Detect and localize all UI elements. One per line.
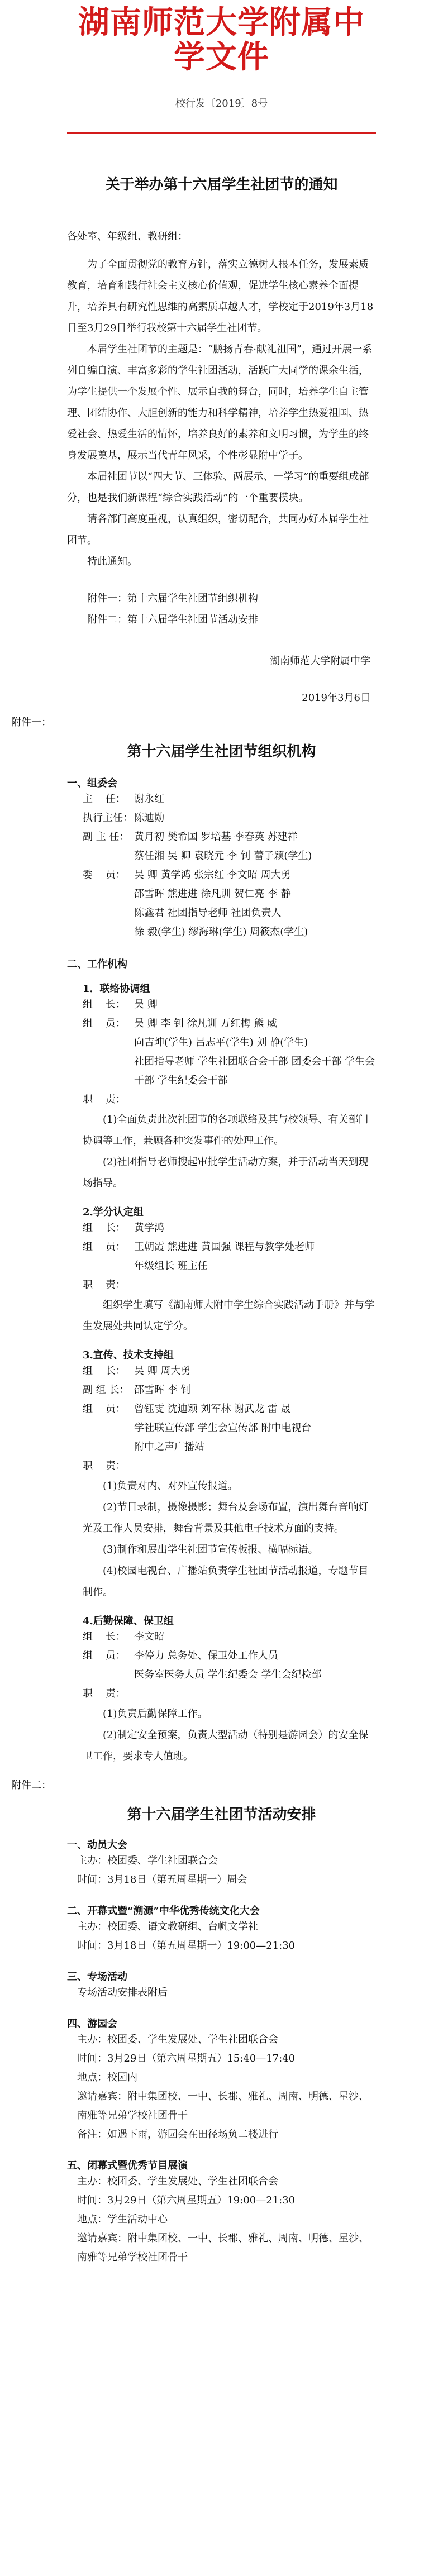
row-label: 组 员： bbox=[83, 1650, 126, 1662]
row-label bbox=[83, 1666, 134, 1685]
schedule-item-line: 专场活动安排表附后 bbox=[77, 1987, 168, 1999]
row-value: 年级组长 班主任 bbox=[134, 1260, 208, 1272]
schedule-item-line: 邀请嘉宾：附中集团校、一中、长郡、雅礼、周南、明德、星沙、南雅等兄弟学校社团骨干 bbox=[77, 2232, 369, 2264]
row-label bbox=[83, 1438, 134, 1457]
row-label: 组 员： bbox=[83, 1018, 126, 1030]
committee-row bbox=[83, 923, 376, 942]
schedule-item bbox=[67, 1903, 376, 1955]
row-label: 副 主 任： bbox=[83, 831, 130, 843]
group-row bbox=[83, 1419, 376, 1438]
signing-date: 2019年3月6日 bbox=[302, 692, 370, 704]
notice-paragraph: 特此通知。 bbox=[87, 556, 137, 568]
row-label: 副 组 长： bbox=[83, 1384, 130, 1396]
schedule-item-line: 邀请嘉宾：附中集团校、一中、长郡、雅礼、周南、明德、星沙、南雅等兄弟学校社团骨干 bbox=[77, 2091, 369, 2122]
annex-reference: 附件一：第十六届学生社团节组织机构 bbox=[87, 593, 258, 605]
duty-label-row bbox=[83, 1685, 376, 1704]
group-row bbox=[83, 1219, 376, 1238]
schedule-item-line: 主办：校团委、语文教研组、台帆文学社 bbox=[77, 1921, 258, 1933]
schedule-item-line: 主办：校团委、学生发展处、学生社团联合会 bbox=[77, 2034, 278, 2046]
committee-row bbox=[83, 828, 376, 847]
row-label: 执行主任： bbox=[83, 812, 133, 824]
schedule-item bbox=[67, 1969, 376, 2002]
row-label: 组 长： bbox=[83, 1365, 126, 1377]
schedule-item bbox=[67, 2016, 376, 2144]
duty-label: 职 责： bbox=[83, 1094, 126, 1106]
schedule-item-line: 地点：学生活动中心 bbox=[77, 2214, 168, 2226]
committee-row bbox=[83, 866, 376, 885]
schedule-title: 第十六届学生社团节活动安排 bbox=[127, 1806, 316, 1824]
notice-paragraph: 本届社团节以“四大节、三体验、两展示、一学习”的重要组成部分，也是我们新课程“综合实践活动”的一个重要模块。 bbox=[67, 471, 369, 504]
group-row bbox=[83, 1033, 376, 1052]
row-label: 组 员： bbox=[83, 1241, 126, 1253]
duty-label: 职 责： bbox=[83, 1688, 126, 1700]
row-value: 徐 毅(学生) 缪海琳(学生) 周筱杰(学生) bbox=[134, 926, 308, 938]
row-label bbox=[83, 1052, 134, 1090]
row-label bbox=[83, 1257, 134, 1276]
notice-paragraph: 为了全面贯彻党的教育方针，落实立德树人根本任务，发展素质教育，培育和践行社会主义核心价值观，促进学生核心素养全面提升，培养具有研究性思维的高素质卓越人才，学校定于2019年3月18日至3月29日举行我校第十六届学生社团节。 bbox=[67, 259, 374, 335]
duty-label: 职 责： bbox=[83, 1279, 126, 1291]
row-value: 社团指导老师 学生社团联合会干部 团委会干部 学生会干部 学生纪委会干部 bbox=[134, 1056, 375, 1087]
row-value: 李文昭 bbox=[134, 1631, 164, 1643]
row-value: 曾钰雯 沈迪颖 刘军林 谢武龙 雷 晟 bbox=[134, 1403, 291, 1415]
row-label: 委 员： bbox=[83, 869, 126, 881]
schedule-item-line: 时间：3月18日（第五周星期一）19:00—21:30 bbox=[77, 1940, 296, 1952]
committee-row bbox=[83, 904, 376, 923]
document-page bbox=[0, 6, 443, 2576]
schedule-item-line: 时间：3月29日（第六周星期五）19:00—21:30 bbox=[77, 2195, 296, 2207]
notice-paragraph: 本届学生社团节的主题是：“鹏扬青春·献礼祖国”，通过开展一系列自编自演、丰富多彩的学生社团活动，活跃广大同学的课余生活，为学生提供一个发展个性、展示自我的舞台，同时，培养学生自主管理、团结协作、大胆创新的能力和科学精神，培养学生热爱祖国、热爱社会、热爱生活的情怀，培养良好的素养和文明习惯，为学生的终身发展奠基，展示当代青年风采，个性彰显附中学子。 bbox=[67, 344, 373, 462]
group-row bbox=[83, 1438, 376, 1457]
duty-label: 职 责： bbox=[83, 1460, 126, 1472]
duty-label-row bbox=[83, 1090, 376, 1109]
row-label: 组 长： bbox=[83, 999, 126, 1011]
committee-row bbox=[83, 809, 376, 828]
org-title: 第十六届学生社团节组织机构 bbox=[127, 743, 316, 761]
duty-text: (1)负责对内、对外宣传报道。 bbox=[103, 1480, 238, 1492]
row-label bbox=[83, 1419, 134, 1438]
schedule-item-line: 时间：3月18日（第五周星期一）周会 bbox=[77, 1874, 247, 1886]
group-row bbox=[83, 1666, 376, 1685]
group-heading: 2.学分认定组 bbox=[83, 1206, 144, 1219]
row-value: 黄月初 樊希国 罗培基 李春英 苏建祥 bbox=[134, 831, 298, 843]
schedule-item bbox=[67, 1837, 376, 1890]
row-label bbox=[83, 904, 134, 923]
row-value: 谢永红 bbox=[134, 793, 164, 805]
addressee: 各处室、年级组、教研组： bbox=[67, 231, 188, 243]
schedule-item-line: 主办：校团委、学生发展处、学生社团联合会 bbox=[77, 2176, 278, 2188]
annex2-label: 附件二： bbox=[11, 1780, 51, 1792]
signer: 湖南师范大学附属中学 bbox=[270, 655, 370, 667]
group-row bbox=[83, 1400, 376, 1419]
row-value: 学社联宣传部 学生会宣传部 附中电视台 bbox=[134, 1422, 312, 1434]
row-value: 吴 卿 bbox=[134, 999, 158, 1011]
row-value: 邵雪晖 李 钊 bbox=[134, 1384, 191, 1396]
duty-text: (2)社团指导老师搜起审批学生活动方案，并于活动当天到现场指导。 bbox=[83, 1156, 369, 1190]
group-row bbox=[83, 1381, 376, 1400]
org-section-heading: 二、工作机构 bbox=[67, 958, 127, 971]
row-value: 陈鑫君 社团指导老师 社团负责人 bbox=[134, 907, 282, 919]
schedule-item-line: 地点：校园内 bbox=[77, 2072, 137, 2084]
row-label: 主 任： bbox=[83, 793, 126, 805]
schedule-item-heading: 四、游园会 bbox=[67, 2018, 117, 2030]
schedule-item-line: 主办：校团委、学生社团联合会 bbox=[77, 1855, 218, 1867]
row-label: 组 长： bbox=[83, 1222, 126, 1234]
row-value: 附中之声广播站 bbox=[134, 1441, 204, 1453]
row-value: 吴 卿 李 钊 徐凡训 万红梅 熊 威 bbox=[134, 1018, 278, 1030]
row-value: 李停力 总务处、保卫处工作人员 bbox=[134, 1650, 278, 1662]
row-label bbox=[83, 923, 134, 942]
schedule-item-line: 时间：3月29日（第六周星期五）15:40—17:40 bbox=[77, 2053, 296, 2065]
row-value: 吴 卿 黄学鸿 张宗红 李文昭 周大勇 bbox=[134, 869, 291, 881]
row-label bbox=[83, 1033, 134, 1052]
group-row bbox=[83, 995, 376, 1014]
group-row bbox=[83, 1362, 376, 1381]
row-value: 医务室医务人员 学生纪委会 学生会纪检部 bbox=[134, 1669, 322, 1681]
duty-label-row bbox=[83, 1276, 376, 1295]
committee-row bbox=[83, 847, 376, 866]
committee-row bbox=[83, 885, 376, 904]
duty-text: (1)负责后勤保障工作。 bbox=[103, 1708, 208, 1720]
schedule-item-heading: 一、动员大会 bbox=[67, 1839, 127, 1852]
notice-paragraph: 请各部门高度重视，认真组织，密切配合，共同办好本届学生社团节。 bbox=[67, 513, 369, 547]
row-label: 组 员： bbox=[83, 1403, 126, 1415]
duty-text: (4)校园电视台、广播站负责学生社团节活动报道，专题节目制作。 bbox=[83, 1565, 369, 1599]
row-label bbox=[83, 885, 134, 904]
group-row bbox=[83, 1257, 376, 1276]
duty-label-row bbox=[83, 1457, 376, 1476]
group-heading: 4.后勤保障、保卫组 bbox=[83, 1615, 174, 1628]
row-label bbox=[83, 847, 134, 866]
schedule-item-heading: 五、闭幕式暨优秀节目展演 bbox=[67, 2160, 188, 2172]
duty-text: (1)全面负责此次社团节的各项联络及其与校领导、有关部门协调等工作，兼顾各种突发事件的处理工作。 bbox=[83, 1114, 369, 1147]
row-value: 蔡任湘 吴 卿 袁晓元 李 钊 蕾子颖(学生) bbox=[134, 850, 312, 862]
duty-text: (3)制作和展出学生社团节宣传板报、横幅标语。 bbox=[103, 1544, 318, 1556]
duty-text: 组织学生填写《湖南师大附中学生综合实践活动手册》并与学生发展处共同认定学分。 bbox=[83, 1299, 374, 1333]
duty-text: (2)制定安全预案，负责大型活动（特别是游园会）的安全保卫工作，要求专人值班。 bbox=[83, 1729, 369, 1763]
duty-text: (2)节目录制，摄像摄影；舞台及会场布置，演出舞台音响灯光及工作人员安排，舞台背景及其他电子技术方面的支持。 bbox=[83, 1501, 369, 1535]
group-row bbox=[83, 1628, 376, 1647]
org-section-heading: 一、组委会 bbox=[67, 777, 117, 790]
row-value: 黄学鸿 bbox=[134, 1222, 164, 1234]
annex1-label: 附件一： bbox=[11, 717, 51, 729]
row-value: 王朝霞 熊进进 黄国强 课程与教学处老师 bbox=[134, 1241, 315, 1253]
schedule-item-line: 备注：如遇下雨，游园会在田径场负二楼进行 bbox=[77, 2129, 278, 2141]
notice-title: 关于举办第十六届学生社团节的通知 bbox=[105, 176, 338, 194]
document-header-title: 湖南师范大学附属中学文件 bbox=[78, 4, 365, 75]
group-heading: 1．联络协调组 bbox=[83, 983, 150, 995]
group-heading: 3.宣传、技术支持组 bbox=[83, 1349, 174, 1362]
group-row bbox=[83, 1052, 376, 1090]
schedule-item-heading: 二、开幕式暨“溯源”中华优秀传统文化大会 bbox=[67, 1905, 260, 1917]
schedule-item-heading: 三、专场活动 bbox=[67, 1971, 127, 1983]
row-value: 陈迪勋 bbox=[134, 812, 164, 824]
group-row bbox=[83, 1014, 376, 1033]
row-value: 向吉坤(学生) 吕志平(学生) 刘 静(学生) bbox=[134, 1037, 308, 1049]
document-number: 校行发〔2019〕8号 bbox=[175, 98, 268, 110]
schedule-item bbox=[67, 2158, 376, 2267]
group-row bbox=[83, 1647, 376, 1666]
annex-reference: 附件二：第十六届学生社团节活动安排 bbox=[87, 614, 258, 626]
row-value: 邵雪晖 熊进进 徐凡训 贺仁亮 李 静 bbox=[134, 888, 291, 900]
row-label: 组 长： bbox=[83, 1631, 126, 1643]
row-value: 吴 卿 周大勇 bbox=[134, 1365, 191, 1377]
group-row bbox=[83, 1238, 376, 1257]
red-divider-line bbox=[67, 132, 376, 134]
committee-row bbox=[83, 790, 376, 809]
